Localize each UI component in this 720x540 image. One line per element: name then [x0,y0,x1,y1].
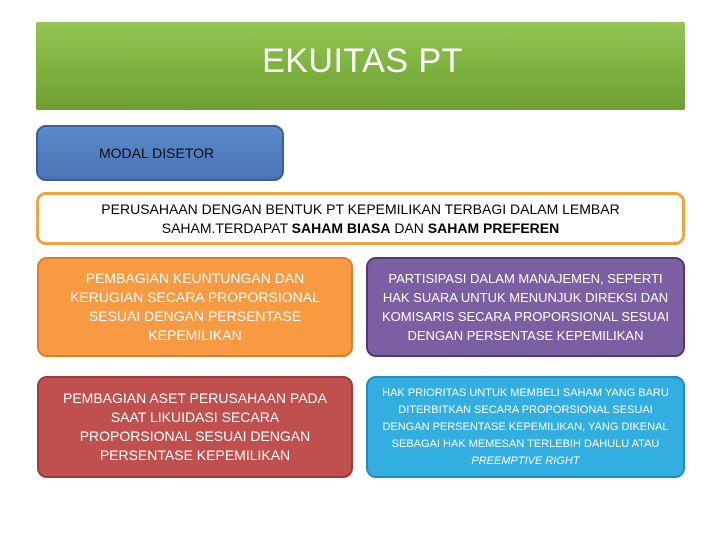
page-title: EKUITAS PT [262,41,463,80]
liquidation-box [37,376,353,478]
description-middle: DAN [390,219,428,236]
modal-disetor-box [36,125,284,181]
profit-loss-text: PEMBAGIAN KEUNTUNGAN DAN KERUGIAN SECARA PROPORSIONAL SESUAI DENGAN PERSENTASE KEPEMILIKAN [70,270,320,343]
priority-italic-text: PREEMPTIVE RIGHT [471,454,580,467]
management-box [366,257,685,357]
description-saham-preferen: SAHAM PREFEREN [427,219,560,236]
title-underline [36,105,185,106]
management-text: PARTISIPASI DALAM MANAJEMEN, SEPERTI HAK SUARA UNTUK MENUNJUK DIREKSI DAN KOMISARIS SECARA PROPORSIONAL SESUAI DENGAN PERSENTASE KEPEMILIKAN [381,271,670,343]
description-prefix: PERUSAHAAN DENGAN BENTUK PT KEPEMILIKAN TERBAGI DALAM LEMBAR SAHAM.TERDAPAT [101,200,620,236]
liquidation-text: PEMBAGIAN ASET PERUSAHAAN PADA SAAT LIKUIDASI SECARA PROPORSIONAL SESUAI DENGAN PERSENTASE KEPEMILIKAN [62,390,327,463]
priority-text [378,385,673,470]
priority-box [366,376,685,478]
description-text [79,200,642,238]
profit-loss-box [37,257,353,357]
title-banner [36,22,685,110]
description-saham-biasa: SAHAM BIASA [291,219,391,236]
modal-disetor-label: MODAL DISETOR [99,145,215,161]
description-box [36,192,685,245]
priority-main-text: HAK PRIORITAS UNTUK MEMBELI SAHAM YANG BARU DITERBITKAN SECARA PROPORSIONAL SESUAI DENGAN PERSENTASE KEPEMILIKAN, YANG DIKENAL SEBAGAI HAK MEMESAN TERLEBIH DAHULU ATAU [382,386,669,450]
